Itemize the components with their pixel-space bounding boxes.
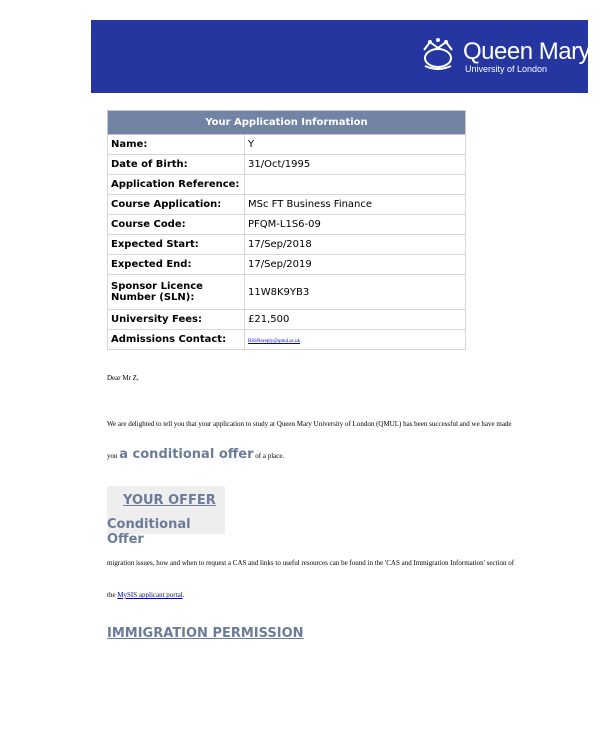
portal-suffix: . [182,591,185,599]
table-row [108,275,466,310]
table-row [108,175,466,195]
offer-heading: YOUR OFFER [123,493,216,508]
row-value [245,175,466,195]
table-row [108,310,466,330]
table-row [108,235,466,255]
offer-prefix: you [107,452,118,460]
table-title: Your Application Information [108,111,466,135]
admissions-email-link[interactable]: BSSNoreply@qmul.ac.uk [248,339,301,344]
immigration-heading: IMMIGRATION PERMISSION [107,626,304,641]
row-value [245,330,466,350]
row-value: 17/Sep/2019 [245,255,466,275]
row-value: 11W8K9YB3 [245,275,466,310]
greeting: Dear Mr Z, [107,374,139,382]
row-value: Y [245,135,466,155]
crown-crest-icon [418,38,458,70]
offer-subheading: Conditional Offer [107,517,191,547]
row-label: Course Application: [108,195,245,215]
offer-suffix: of a place. [255,452,285,460]
row-label: Admissions Contact: [108,330,245,350]
table-row [108,215,466,235]
row-label: Application Reference: [108,175,245,195]
university-logo [463,40,590,75]
row-value: MSc FT Business Finance [245,195,466,215]
table-row [108,155,466,175]
portal-line [107,591,184,599]
row-value: 31/Oct/1995 [245,155,466,175]
row-label: Expected End: [108,255,245,275]
application-info-table [107,110,466,350]
row-label: University Fees: [108,310,245,330]
offer-line [107,447,284,462]
brand-name: Queen Mary [463,38,591,65]
table-row [108,195,466,215]
intro-text: We are delighted to tell you that your application to study at Queen Mary University of London (QMUL) has been successful and we have made [107,420,512,428]
table-row [108,255,466,275]
row-label: Sponsor Licence Number (SLN): [108,275,245,310]
portal-prefix: the [107,591,116,599]
row-value: 17/Sep/2018 [245,235,466,255]
migration-text: migration issues, how and when to request a CAS and links to useful resources can be found in the 'CAS and Immigration Information' section of [107,559,515,567]
offer-phrase: a conditional offer [119,447,254,462]
offer-box [107,486,225,547]
row-label: Course Code: [108,215,245,235]
table-row [108,330,466,350]
row-label: Name: [108,135,245,155]
row-value: PFQM-L1S6-09 [245,215,466,235]
row-value: £21,500 [245,310,466,330]
mysis-portal-link[interactable]: MySIS applicant portal [117,591,183,599]
row-label: Expected Start: [108,235,245,255]
row-label: Date of Birth: [108,155,245,175]
table-row [108,135,466,155]
brand-subtitle: University of London [465,64,548,74]
